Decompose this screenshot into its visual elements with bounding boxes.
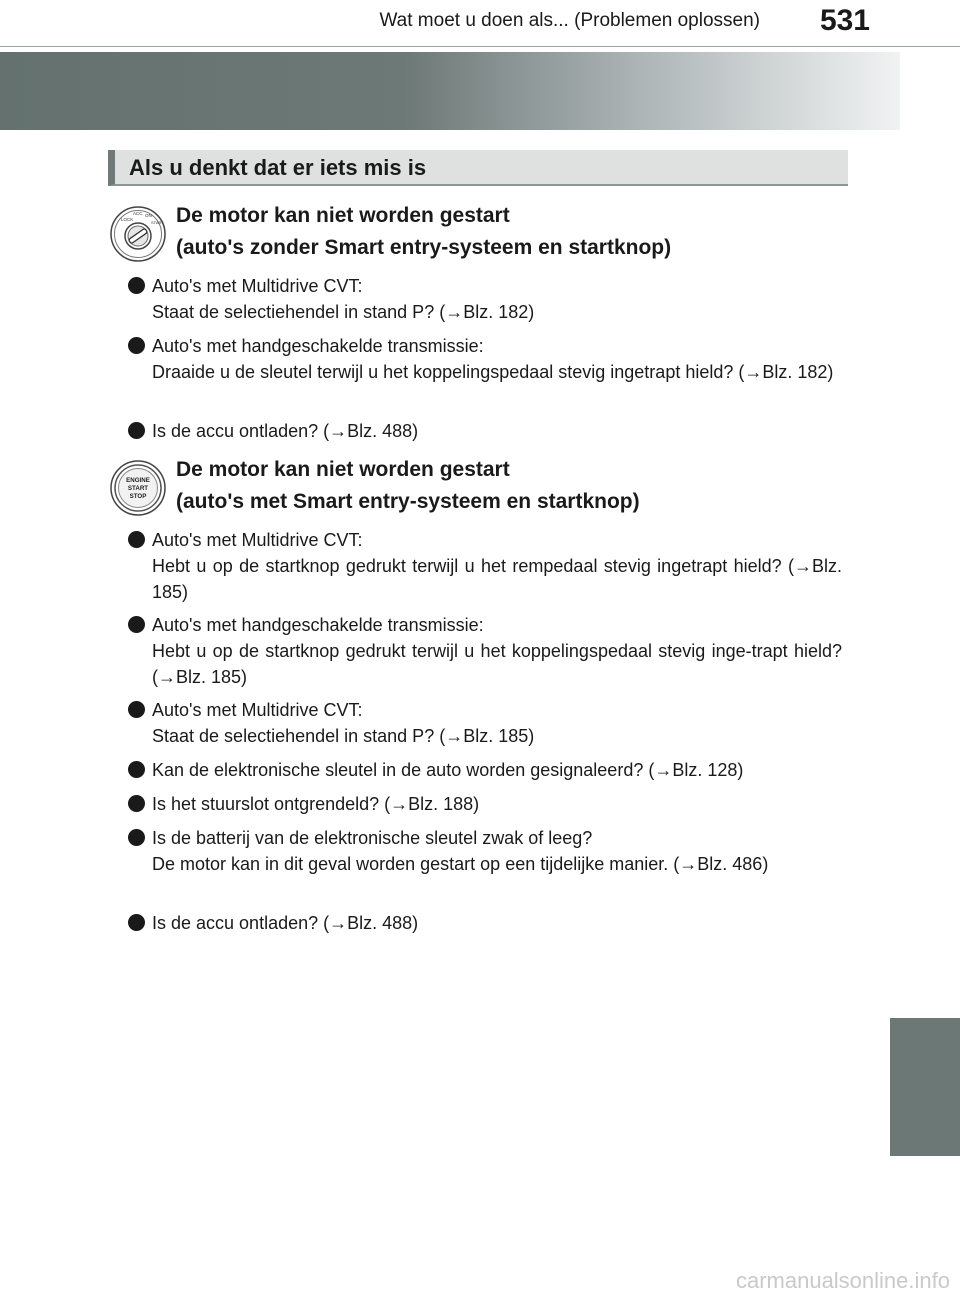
block2-list-item-6: [128, 825, 842, 877]
block2-heading-line2: (auto's met Smart entry-systeem en startknop): [176, 490, 640, 513]
section-title: Als u denkt dat er iets mis is: [129, 155, 427, 180]
bullet-icon: [128, 795, 145, 812]
block2-list-item-7: [128, 910, 842, 936]
bullet-icon: [128, 531, 145, 548]
svg-text:START: START: [127, 485, 149, 492]
item-text-line2: Draaide u de sleutel terwijl u het koppelingspedaal stevig ingetrapt hield? (→Blz. 182): [152, 362, 834, 382]
item-text-line1: Kan de elektronische sleutel in de auto worden gesignaleerd? (→Blz. 128): [152, 760, 744, 780]
item-text-line2: Staat de selectiehendel in stand P? (→Blz. 182): [152, 302, 535, 322]
chapter-side-tab: [890, 1018, 960, 1156]
item-text-line2: Staat de selectiehendel in stand P? (→Blz. 185): [152, 726, 535, 746]
section-header-bar: [108, 150, 848, 186]
running-header-title: Wat moet u doen als... (Problemen oplossen): [379, 10, 760, 31]
block1-list-item-2: [128, 333, 842, 385]
bullet-icon: [128, 701, 145, 718]
bullet-icon: [128, 761, 145, 778]
block1-heading-line2: (auto's zonder Smart entry-systeem en startknop): [176, 236, 672, 259]
item-text-line1: Auto's met Multidrive CVT:: [152, 276, 363, 296]
svg-text:ENGINE: ENGINE: [126, 477, 150, 484]
item-text-line1: Is de accu ontladen? (→Blz. 488): [152, 913, 419, 933]
item-text-line1: Is de accu ontladen? (→Blz. 488): [152, 421, 419, 441]
bullet-icon: [128, 829, 145, 846]
item-text-line2: Hebt u op de startknop gedrukt terwijl u het rempedaal stevig ingetrapt hield? (→Blz. 185): [152, 556, 842, 602]
block2-heading-line1: De motor kan niet worden gestart: [176, 458, 510, 481]
block2-list-item-3: [128, 697, 842, 749]
item-text-line1: Auto's met handgeschakelde transmissie:: [152, 336, 484, 356]
item-text-line2: Hebt u op de startknop gedrukt terwijl u het koppelingspedaal stevig inge-trapt hield? (→Blz. 185): [152, 641, 842, 687]
item-text-line2: De motor kan in dit geval worden gestart op een tijdelijke manier. (→Blz. 486): [152, 854, 769, 874]
item-text-line1: Is het stuurslot ontgrendeld? (→Blz. 188): [152, 794, 480, 814]
bullet-icon: [128, 337, 145, 354]
block1-list-item-1: [128, 273, 842, 325]
bullet-icon: [128, 914, 145, 931]
block2-list-item-2: [128, 612, 842, 690]
item-text-line1: Auto's met Multidrive CVT:: [152, 700, 363, 720]
key-label-lock: LOCK: [121, 217, 134, 222]
bullet-icon: [128, 422, 145, 439]
key-label-acc: ACC: [133, 211, 143, 216]
key-label-on: ON: [145, 213, 152, 218]
item-text-line1: Auto's met Multidrive CVT:: [152, 530, 363, 550]
watermark-text: carmanualsonline.info: [735, 1268, 950, 1293]
svg-text:STOP: STOP: [129, 493, 147, 500]
item-text-line1: Is de batterij van de elektronische sleutel zwak of leeg?: [152, 828, 593, 848]
chapter-banner: [0, 52, 900, 130]
block1-list-item-3: [128, 418, 842, 444]
page-number: 531: [819, 4, 870, 37]
key-label-start: START: [151, 220, 164, 225]
bullet-icon: [128, 616, 145, 633]
block1-heading-line1: De motor kan niet worden gestart: [176, 204, 510, 227]
item-text-line1: Auto's met handgeschakelde transmissie:: [152, 615, 484, 635]
engine-start-stop-button-icon: [110, 460, 166, 516]
block2-list-item-4: [128, 757, 842, 783]
header-divider: [0, 46, 960, 47]
block2-list-item-5: [128, 791, 842, 817]
ignition-key-switch-icon: [110, 206, 166, 262]
bullet-icon: [128, 277, 145, 294]
block2-list-item-1: [128, 527, 842, 605]
